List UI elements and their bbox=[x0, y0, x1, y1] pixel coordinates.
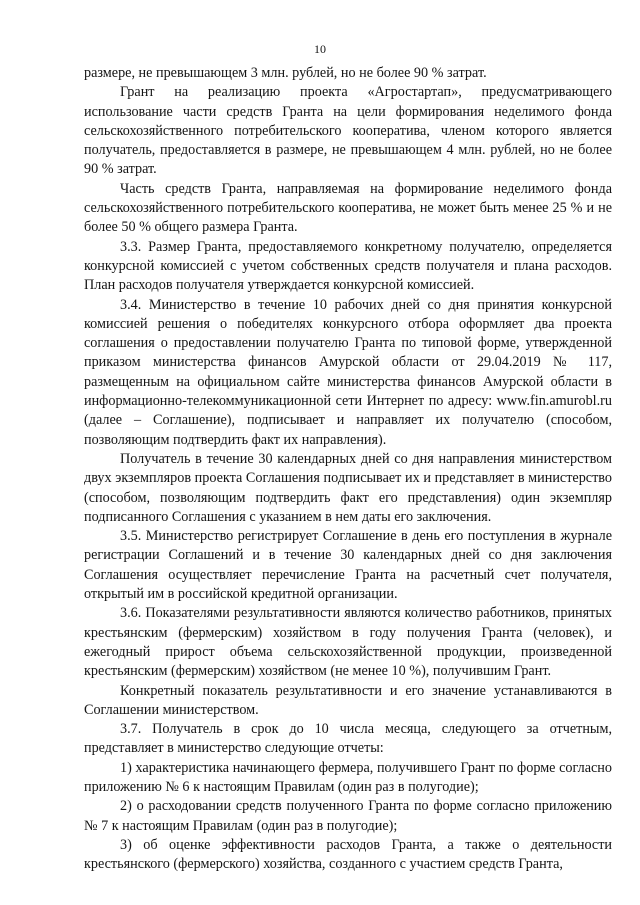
paragraph: Грант на реализацию проекта «Агростартап», предусматривающего использование части средств Гранта на цели формирования неделимого фонда сельскохозяйственного потребительского кооператива, членом которого является получатель, предоставляется в размере, не превышающем 4 млн. рублей, но не более 90 % затрат. bbox=[84, 84, 612, 178]
paragraph: 3.7. Получатель в срок до 10 числа месяца, следующего за отчетным, представляет в министерство следующие отчеты: bbox=[84, 721, 612, 757]
paragraph: 3.5. Министерство регистрирует Соглашение в день его поступления в журнале регистрации Соглашений и в течение 30 календарных дней со дня заключения Соглашения осуществляет перечисление Гранта на расчетный счет получателя, открытый им в российской кредитной организации. bbox=[84, 528, 612, 603]
paragraph: 1) характеристика начинающего фермера, получившего Грант по форме согласно приложению № 6 к настоящим Правилам (один раз в полугодие); bbox=[84, 759, 612, 795]
paragraph: 3.4. Министерство в течение 10 рабочих дней со дня принятия конкурсной комиссией решения о победителях конкурсного отбора оформляет два проекта соглашения о предоставлении получателю Гранта по типовой форме, утвержденной приказом министерства финансов Амурской области от 29.04.2019 № 117, размещенным на официальном сайте министерства финансов Амурской области в информационно-телекоммуникационной сети Интернет по адресу: www.fin.amurobl.ru (далее – Соглашение), подписывает и направляет их получателю (способом, позволяющим подтвердить факт их направления). bbox=[84, 296, 612, 448]
paragraph: 3.6. Показателями результативности являются количество работников, принятых крестьянским (фермерским) хозяйством в году получения Гранта (человек), и ежегодный прирост объема сельскохозяйственной продукции, произведенной крестьянским (фермерским) хозяйством (не менее 10 %), получившим Грант. bbox=[84, 605, 612, 680]
paragraph: 3) об оценке эффективности расходов Гранта, а также о деятельности крестьянского (фермерского) хозяйства, созданного с участием средств Гранта, bbox=[84, 836, 612, 873]
paragraph: Часть средств Гранта, направляемая на формирование неделимого фонда сельскохозяйственного потребительского кооператива, не может быть менее 25 % и не более 50 % общего размера Гранта. bbox=[84, 180, 612, 236]
paragraph: размере, не превышающем 3 млн. рублей, но не более 90 % затрат. bbox=[84, 65, 487, 81]
paragraph: 2) о расходовании средств полученного Гранта по форме согласно приложению № 7 к настоящим Правилам (один раз в полугодие); bbox=[84, 798, 612, 834]
paragraph: Конкретный показатель результативности и его значение устанавливаются в Соглашении министерством. bbox=[84, 682, 612, 718]
paragraph: Получатель в течение 30 календарных дней со дня направления министерством двух экземпляров проекта Соглашения подписывает их и представляет в министерство (способом, позволяющим подтвердить факт его представления) один экземпляр подписанного Соглашения с указанием в нем даты его заключения. bbox=[84, 450, 612, 525]
page-number: 10 bbox=[314, 42, 326, 56]
document-body bbox=[84, 64, 612, 874]
paragraph: 3.3. Размер Гранта, предоставляемого конкретному получателю, определяется конкурсной комиссией с учетом собственных средств получателя и плана расходов. План расходов получателя утверждается конкурсной комиссией. bbox=[84, 238, 612, 294]
